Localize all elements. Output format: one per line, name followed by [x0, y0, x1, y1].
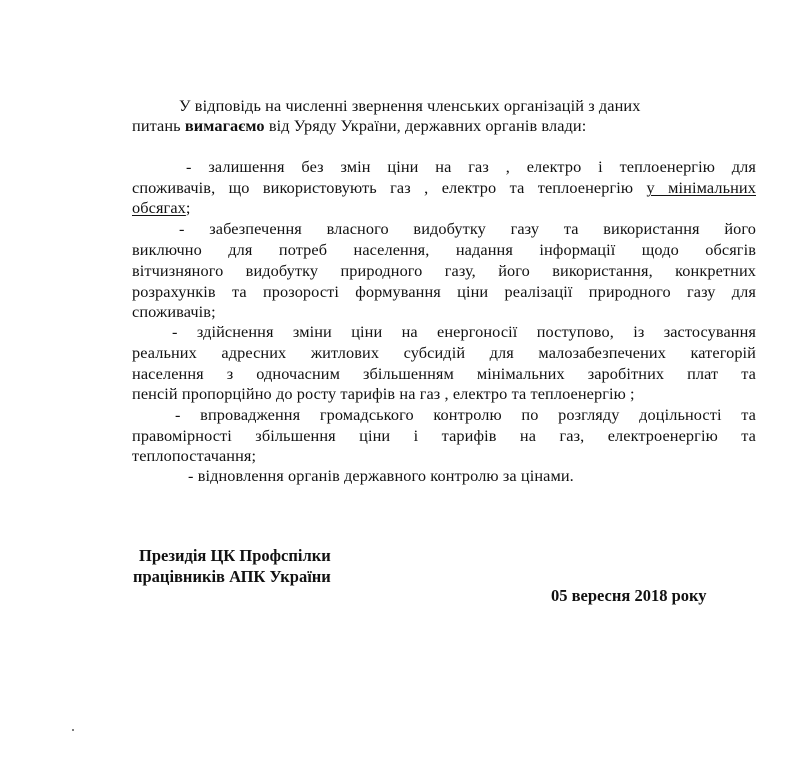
intro-line-2-post: від Уряду України, державних органів влади:: [264, 116, 587, 135]
item3-line-2: реальних адресних житлових субсидій для малозабезпечених категорій: [132, 343, 756, 362]
item2-line-5: споживачів;: [132, 302, 216, 321]
intro-line-2-pre: питань: [132, 116, 185, 135]
item1-underlined-text-2: обсягах: [132, 198, 186, 217]
item2-line-2: виключно для потреб населення, надання інформації щодо обсягів: [132, 240, 756, 259]
item1-line-3: [132, 198, 756, 218]
item1-underlined-text: у мінімальних: [646, 178, 756, 197]
intro-line-2: [132, 116, 756, 136]
item3-line-3: населення з одночасним збільшенням мінімальних заробітних плат та: [132, 364, 756, 383]
item4-line-2: правомірності збільшення ціни і тарифів на газ, електроенергію та: [132, 426, 756, 445]
scan-speck: [72, 729, 74, 731]
item5-line-1: - відновлення органів державного контролю за цінами.: [188, 466, 574, 485]
item3-line-1: - здійснення зміни ціни на енергоносії поступово, із застосування: [172, 322, 756, 341]
signature-org-line-2: працівників АПК України: [133, 567, 331, 586]
item2-line-4: розрахунків та прозорості формування ціни реалізації природного газу для: [132, 282, 756, 301]
signature-date: 05 вересня 2018 року: [551, 586, 707, 605]
item3-line-4: пенсій пропорційно до росту тарифів на газ , електро та теплоенергію ;: [132, 384, 635, 403]
intro-line-1: У відповідь на численні звернення членських організацій з даних: [179, 96, 641, 115]
item2-line-3: вітчизняного видобутку природного газу, його використання, конкретних: [132, 261, 756, 280]
item2-line-1: - забезпечення власного видобутку газу та використання його: [179, 219, 756, 238]
item1-line-3-post: ;: [185, 198, 191, 217]
item1-line-2: [132, 178, 756, 198]
item4-line-1: - впровадження громадського контролю по розгляду доцільності та: [175, 405, 756, 424]
demand-keyword: вимагаємо: [184, 116, 265, 135]
item4-line-3: теплопостачання;: [132, 446, 257, 465]
signature-org-line-1: Президія ЦК Профспілки: [139, 546, 331, 565]
item1-line-2-plain: споживачів, що використовують газ , електро та теплоенергію: [132, 178, 647, 197]
item1-line-1: - залишення без змін ціни на газ , електро і теплоенергію для: [186, 157, 756, 176]
